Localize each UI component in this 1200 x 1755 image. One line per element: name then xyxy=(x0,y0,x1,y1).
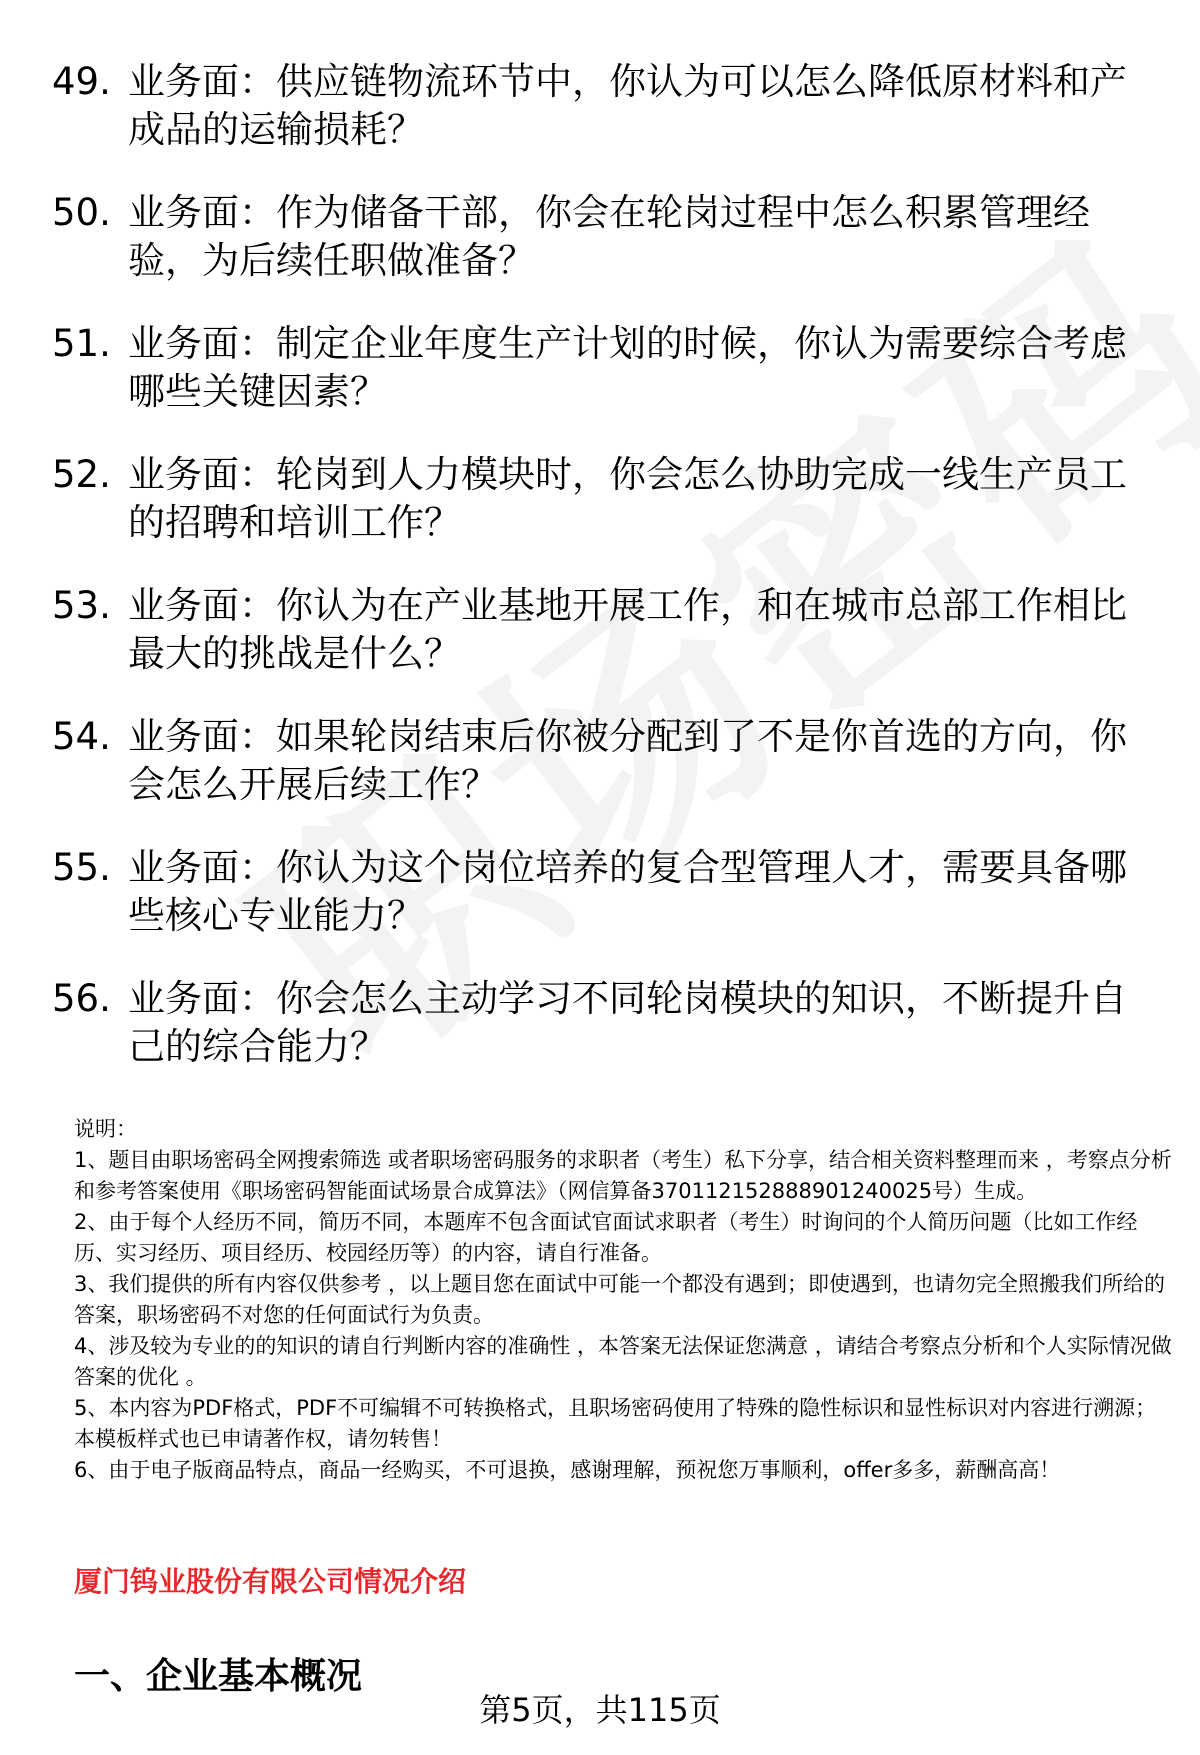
note-item: 3、我们提供的所有内容仅供参考 ，以上题目您在面试中可能一个都没有遇到；即使遇到，也请勿完全照搬我们所给的答案，职场密码不对您的任何面试行为负责。 xyxy=(74,1272,1166,1327)
question-text: 业务面：供应链物流环节中，你认为可以怎么降低原材料和产成品的运输损耗？ xyxy=(128,60,1127,151)
question-number: 55. xyxy=(52,846,111,889)
notes-section xyxy=(74,1114,1174,1486)
question-text: 业务面：如果轮岗结束后你被分配到了不是你首选的方向，你会怎么开展后续工作？ xyxy=(128,715,1127,806)
note-item: 6、由于电子版商品特点，商品一经购买，不可退换，感谢理解，预祝您万事顺利，offer多多，薪酬高高！ xyxy=(74,1458,1061,1482)
question-number: 52. xyxy=(52,453,111,496)
question-item xyxy=(52,320,1152,416)
question-text: 业务面：你会怎么主动学习不同轮岗模块的知识，不断提升自己的综合能力？ xyxy=(128,977,1127,1068)
question-text: 业务面：轮岗到人力模块时，你会怎么协助完成一线生产员工的招聘和培训工作？ xyxy=(128,453,1127,544)
question-number: 56. xyxy=(52,977,111,1020)
note-item: 2、由于每个人经历不同，简历不同，本题库不包含面试官面试求职者（考生）时询问的个人简历问题（比如工作经历、实习经历、项目经历、校园经历等）的内容，请自行准备。 xyxy=(74,1210,1138,1265)
question-text: 业务面：你认为在产业基地开展工作，和在城市总部工作相比最大的挑战是什么？ xyxy=(128,584,1127,675)
question-number: 53. xyxy=(52,584,111,627)
question-item xyxy=(52,189,1152,285)
question-number: 50. xyxy=(52,191,111,234)
question-text: 业务面：制定企业年度生产计划的时候，你认为需要综合考虑哪些关键因素？ xyxy=(128,322,1127,413)
question-number: 54. xyxy=(52,715,111,758)
question-item xyxy=(52,713,1152,809)
question-item xyxy=(52,58,1152,154)
question-item xyxy=(52,975,1152,1071)
question-item xyxy=(52,582,1152,678)
question-item xyxy=(52,451,1152,547)
question-text: 业务面：作为储备干部，你会在轮岗过程中怎么积累管理经验，为后续任职做准备？ xyxy=(128,191,1090,282)
note-item: 1、题目由职场密码全网搜索筛选 或者职场密码服务的求职者（考生）私下分享，结合相关资料整理而来 ，考察点分析和参考答案使用《职场密码智能面试场景合成算法》（网信算备370112152888901240025号）生成。 xyxy=(74,1148,1172,1203)
question-item xyxy=(52,844,1152,940)
question-number: 49. xyxy=(52,60,111,103)
notes-heading: 说明： xyxy=(74,1117,137,1141)
company-intro-title: 厦门钨业股份有限公司情况介绍 xyxy=(74,1565,467,1598)
question-list xyxy=(52,58,1152,1106)
section-heading: 一、企业基本概况 xyxy=(74,1656,363,1697)
question-text: 业务面：你认为这个岗位培养的复合型管理人才，需要具备哪些核心专业能力？ xyxy=(128,846,1127,937)
note-item: 5、本内容为PDF格式，PDF不可编辑不可转换格式，且职场密码使用了特殊的隐性标识和显性标识对内容进行溯源；本模板样式也已申请著作权，请勿转售！ xyxy=(74,1396,1157,1451)
question-number: 51. xyxy=(52,322,111,365)
note-item: 4、涉及较为专业的的知识的请自行判断内容的准确性 ，本答案无法保证您满意 ，请结合考察点分析和个人实际情况做答案的优化 。 xyxy=(74,1334,1172,1389)
page-footer: 第5页，共115页 xyxy=(479,1691,721,1729)
